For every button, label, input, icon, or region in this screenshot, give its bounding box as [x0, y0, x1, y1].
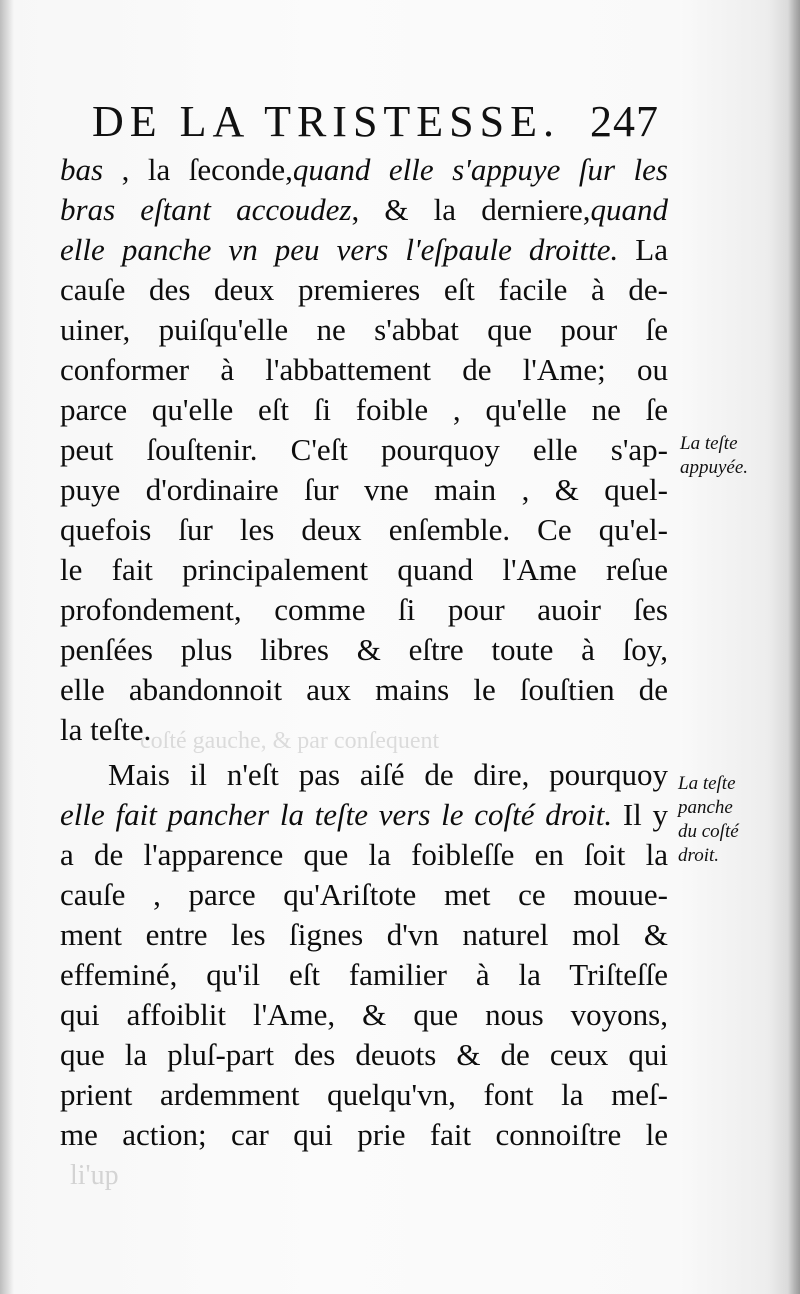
- text-line: conformer à l'abbattement de l'Ame; ou: [60, 352, 668, 387]
- text-line: parce qu'elle eſt ſi foible , qu'elle ne ſe: [60, 392, 668, 427]
- text-line: effeminé, qu'il eſt familier à la Triſteſſe: [60, 957, 668, 992]
- bleed-through-text: coſté gauche, & par conſequent: [140, 728, 440, 754]
- text-line: la teſte.: [60, 712, 152, 747]
- margin-note-head-supported: La teſte appuyée.: [680, 433, 749, 478]
- text-line: ment entre les ſignes d'vn naturel mol &: [60, 917, 668, 952]
- text-line: a de l'apparence que la foibleſſe en ſoit la: [60, 837, 668, 872]
- text-line: me action; car qui prie fait connoiſtre le: [60, 1117, 668, 1152]
- running-header: [92, 96, 692, 147]
- text-line: qui affoiblit l'Ame, & que nous voyons,: [60, 997, 668, 1032]
- footer-bleed-through: li'up: [70, 1160, 119, 1191]
- margin-note-head-leans-right: La teſte panche du coſté droit.: [678, 773, 739, 866]
- gutter-shadow: [0, 0, 14, 1294]
- text-line: cauſe , parce qu'Ariſtote met ce mouue-: [60, 877, 668, 912]
- text-line: elle fait pancher la teſte vers le coſté droit. Il y: [60, 797, 668, 832]
- text-line: quefois ſur les deux enſemble. Ce qu'el-: [60, 512, 668, 547]
- page-number: 247: [590, 97, 659, 146]
- text-line: que la pluſ-part des deuots & de ceux qui: [60, 1037, 668, 1072]
- text-line: puye d'ordinaire ſur vne main , & quel-: [60, 472, 668, 507]
- text-line: elle panche vn peu vers l'eſpaule droitte. La: [60, 232, 668, 267]
- text-line: cauſe des deux premieres eſt facile à de-: [60, 272, 668, 307]
- running-title: DE LA TRISTESSE.: [92, 97, 561, 146]
- text-line: le fait principalement quand l'Ame reſue: [60, 552, 668, 587]
- text-line: bras eſtant accoudez, & la derniere,quand: [60, 192, 668, 227]
- text-line: profondement, comme ſi pour auoir ſes: [60, 592, 668, 627]
- text-line: elle abandonnoit aux mains le ſouſtien de: [60, 672, 668, 707]
- text-line: prient ardemment quelqu'vn, font la meſ-: [60, 1077, 668, 1112]
- text-line: penſées plus libres & eſtre toute à ſoy,: [60, 632, 668, 667]
- text-line: peut ſouſtenir. C'eſt pourquoy elle s'ap-: [60, 432, 668, 467]
- text-line: bas , la ſeconde,quand elle s'appuye ſur les: [60, 152, 668, 187]
- page-edge: [788, 0, 800, 1294]
- text-line: uiner, puiſqu'elle ne s'abbat que pour ſe: [60, 312, 668, 347]
- text-line: Mais il n'eſt pas aiſé de dire, pourquoy: [108, 757, 668, 792]
